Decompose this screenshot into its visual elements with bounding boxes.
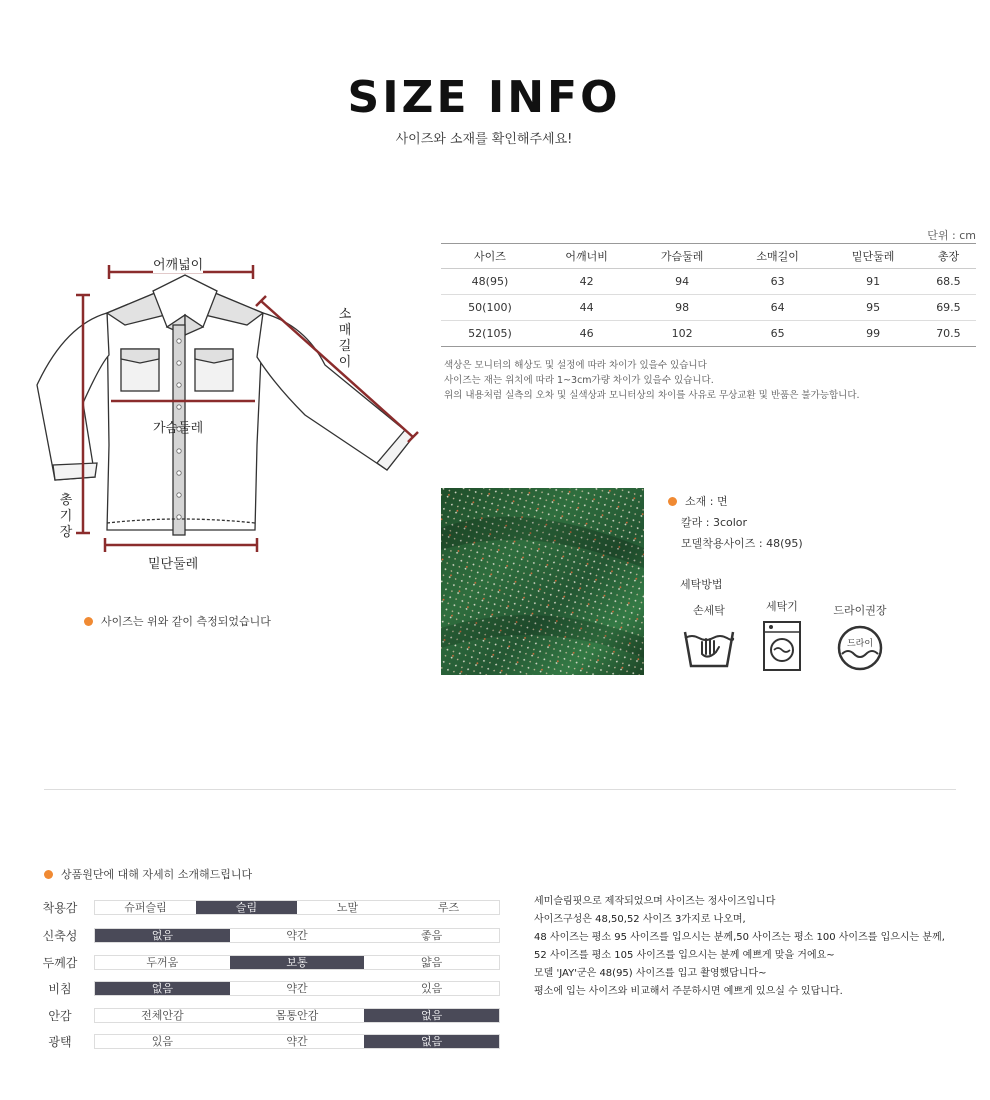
table-cell: 68.5 bbox=[921, 269, 976, 295]
attribute-option-selected: 슬림 bbox=[196, 901, 297, 914]
table-cell: 102 bbox=[634, 321, 730, 347]
attribute-row bbox=[40, 1034, 500, 1050]
attribute-row bbox=[40, 981, 500, 997]
attribute-option-selected: 없음 bbox=[364, 1035, 499, 1048]
wash-dry bbox=[825, 602, 895, 672]
unit-label: 단위 : cm bbox=[927, 229, 976, 242]
sleeve-char: 매 bbox=[338, 323, 352, 338]
description-line: 48 사이즈는 평소 95 사이즈를 입으시는 분께,50 사이즈는 평소 100 사이즈를 입으시는 분께, bbox=[534, 932, 945, 943]
model-size: 모델착용사이즈 : 48(95) bbox=[681, 537, 803, 550]
attribute-label: 광택 bbox=[48, 1035, 72, 1049]
wash-hand bbox=[674, 602, 744, 670]
material-color: 칼라 : 3color bbox=[681, 516, 748, 529]
size-table bbox=[441, 243, 976, 347]
bullet-icon bbox=[668, 497, 677, 506]
column-header: 밑단둘레 bbox=[825, 244, 921, 269]
table-header-row bbox=[441, 244, 976, 269]
attribute-scale bbox=[94, 900, 500, 915]
section-divider bbox=[44, 789, 956, 790]
table-cell: 63 bbox=[730, 269, 826, 295]
dry-icon-text: 드라이 bbox=[846, 639, 874, 649]
table-cell: 94 bbox=[634, 269, 730, 295]
material-fabric: 소재 : 면 bbox=[685, 495, 728, 508]
dry-clean-icon bbox=[836, 624, 884, 672]
attribute-option: 루즈 bbox=[437, 901, 460, 914]
attribute-scale bbox=[94, 955, 500, 970]
table-cell: 69.5 bbox=[921, 295, 976, 321]
length-label bbox=[58, 493, 74, 541]
attribute-option: 전체안감 bbox=[141, 1009, 184, 1022]
attribute-option: 좋음 bbox=[421, 929, 443, 942]
attribute-option-selected: 없음 bbox=[95, 982, 230, 995]
wash-machine bbox=[747, 598, 817, 672]
measure-note-text: 사이즈는 위와 같이 측정되었습니다 bbox=[101, 615, 271, 628]
attribute-scale bbox=[94, 1008, 500, 1023]
material-row bbox=[668, 491, 803, 512]
table-cell: 64 bbox=[730, 295, 826, 321]
attribute-option-selected: 없음 bbox=[95, 929, 230, 942]
table-cell: 70.5 bbox=[921, 321, 976, 347]
column-header: 총장 bbox=[921, 244, 976, 269]
product-description bbox=[534, 893, 945, 1001]
attribute-option: 얇음 bbox=[421, 956, 443, 969]
hem-label: 밑단둘레 bbox=[148, 553, 198, 572]
attribute-label: 두께감 bbox=[42, 956, 78, 970]
attribute-option: 슈퍼슬림 bbox=[124, 901, 167, 914]
shoulder-label: 어깨넓이 bbox=[153, 254, 203, 273]
material-info bbox=[668, 491, 803, 554]
attribute-row bbox=[40, 1008, 500, 1024]
attribute-scale bbox=[94, 1034, 500, 1049]
wash-dry-label: 드라이권장 bbox=[833, 604, 887, 617]
table-row bbox=[441, 321, 976, 347]
sleeve-char: 소 bbox=[338, 307, 352, 322]
table-cell: 91 bbox=[825, 269, 921, 295]
attribute-option: 두꺼움 bbox=[146, 956, 179, 969]
attribute-label: 착용감 bbox=[42, 901, 78, 915]
wash-hand-label: 손세탁 bbox=[693, 604, 725, 617]
attribute-label: 안감 bbox=[48, 1009, 72, 1023]
page-subtitle: 사이즈와 소재를 확인해주세요! bbox=[395, 132, 573, 147]
notice-line: 위의 내용처럼 실측의 오차 및 실색상과 모니터상의 차이를 사유로 무상교환 및 반품은 불가능합니다. bbox=[444, 390, 860, 401]
wash-machine-label: 세탁기 bbox=[766, 600, 798, 613]
column-header: 사이즈 bbox=[441, 244, 539, 269]
table-row bbox=[441, 295, 976, 321]
washing-machine-icon bbox=[762, 620, 802, 672]
attribute-scale bbox=[94, 981, 500, 996]
attribute-option: 있음 bbox=[421, 982, 443, 995]
attribute-label: 신축성 bbox=[42, 929, 78, 943]
sleeve-label bbox=[337, 307, 353, 371]
notice-line: 사이즈는 재는 위치에 따라 1~3cm가량 차이가 있을수 있습니다. bbox=[444, 375, 714, 386]
table-cell: 44 bbox=[539, 295, 635, 321]
description-line: 세미슬림핏으로 제작되었으며 사이즈는 정사이즈입니다 bbox=[534, 896, 776, 907]
length-char: 총 bbox=[59, 493, 73, 508]
size-notice bbox=[444, 358, 860, 403]
page-title: SIZE INFO bbox=[347, 72, 621, 123]
sleeve-char: 이 bbox=[338, 355, 352, 370]
attribute-scale bbox=[94, 928, 500, 943]
washing-title: 세탁방법 bbox=[680, 578, 723, 591]
bullet-icon bbox=[84, 617, 93, 626]
length-char: 기 bbox=[59, 509, 73, 524]
description-line: 평소에 입는 사이즈와 비교해서 주문하시면 예쁘게 있으실 수 있답니다. bbox=[534, 986, 843, 997]
attribute-row bbox=[40, 928, 500, 944]
attribute-option: 몸통안감 bbox=[275, 1009, 319, 1022]
attribute-option: 약간 bbox=[286, 982, 308, 995]
chest-label: 가슴둘레 bbox=[153, 421, 204, 436]
table-cell: 98 bbox=[634, 295, 730, 321]
table-cell: 46 bbox=[539, 321, 635, 347]
column-header: 어깨너비 bbox=[539, 244, 635, 269]
attribute-row bbox=[40, 955, 500, 971]
hand-wash-icon bbox=[682, 624, 736, 670]
description-line: 52 사이즈를 평소 105 사이즈를 입으시는 분께 예쁘게 맞을 거에요~ bbox=[534, 950, 835, 961]
fabric-info-heading-text: 상품원단에 대해 자세히 소개해드립니다 bbox=[61, 868, 253, 881]
attribute-option: 약간 bbox=[286, 1035, 308, 1048]
attribute-option-selected: 보통 bbox=[230, 956, 365, 969]
description-line: 모델 'JAY'군은 48(95) 사이즈를 입고 촬영했답니다~ bbox=[534, 968, 767, 979]
table-cell: 65 bbox=[730, 321, 826, 347]
table-cell: 95 bbox=[825, 295, 921, 321]
measure-note bbox=[84, 613, 271, 629]
bullet-icon bbox=[44, 870, 53, 879]
table-cell: 99 bbox=[825, 321, 921, 347]
column-header: 가슴둘레 bbox=[634, 244, 730, 269]
attribute-option-selected: 없음 bbox=[364, 1009, 499, 1022]
attribute-option: 약간 bbox=[286, 929, 308, 942]
sleeve-char: 길 bbox=[338, 339, 352, 354]
attribute-label: 비침 bbox=[48, 982, 72, 996]
fabric-info-heading bbox=[44, 866, 252, 882]
length-char: 장 bbox=[59, 525, 73, 540]
table-cell: 52(105) bbox=[441, 321, 539, 347]
table-cell: 42 bbox=[539, 269, 635, 295]
attribute-option: 노말 bbox=[336, 901, 359, 914]
attribute-row bbox=[40, 900, 500, 916]
attribute-option: 있음 bbox=[151, 1035, 173, 1048]
shirt-diagram bbox=[25, 245, 425, 575]
fabric-swatch-image bbox=[441, 488, 644, 675]
column-header: 소매길이 bbox=[730, 244, 826, 269]
description-line: 사이즈구성은 48,50,52 사이즈 3가지로 나오며, bbox=[534, 914, 746, 925]
notice-line: 색상은 모니터의 해상도 및 설정에 따라 차이가 있을수 있습니다 bbox=[444, 360, 707, 371]
table-row bbox=[441, 269, 976, 295]
table-cell: 48(95) bbox=[441, 269, 539, 295]
table-cell: 50(100) bbox=[441, 295, 539, 321]
